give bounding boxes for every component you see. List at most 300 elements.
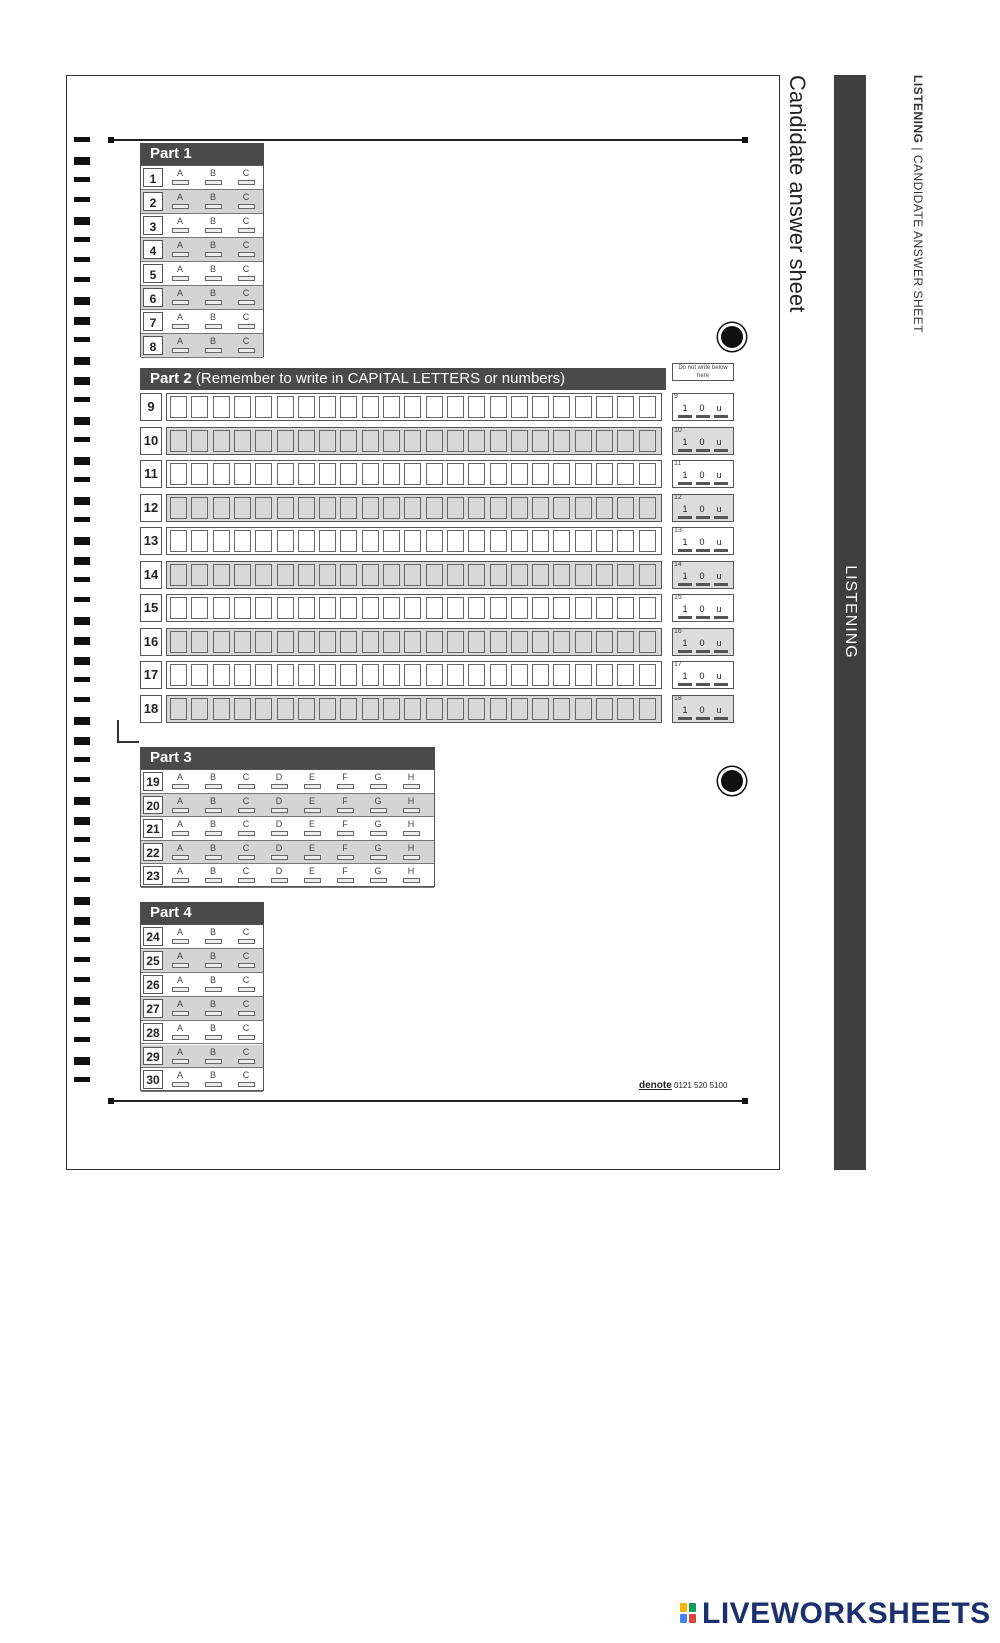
part1-option-bubble[interactable] xyxy=(172,300,189,305)
part3-option-d[interactable] xyxy=(268,819,290,836)
part2-letter-cell[interactable] xyxy=(490,631,507,653)
part2-letter-cell[interactable] xyxy=(532,597,549,619)
part2-letter-cell[interactable] xyxy=(340,698,357,720)
part2-letter-cell[interactable] xyxy=(575,631,592,653)
part2-letter-cell[interactable] xyxy=(447,698,464,720)
part1-option-bubble[interactable] xyxy=(238,180,255,185)
part1-option-b[interactable] xyxy=(202,168,224,185)
part2-letter-cell[interactable] xyxy=(447,631,464,653)
part2-letter-cell[interactable] xyxy=(617,698,634,720)
part2-letter-cell[interactable] xyxy=(255,430,272,452)
part2-letter-cell[interactable] xyxy=(553,664,570,686)
part2-letter-cell[interactable] xyxy=(383,396,400,418)
part2-letter-cell[interactable] xyxy=(170,631,187,653)
part4-option-c[interactable] xyxy=(235,1047,257,1064)
part2-letter-cell[interactable] xyxy=(468,430,485,452)
part2-letter-cell[interactable] xyxy=(234,497,251,519)
part2-letter-cell[interactable] xyxy=(639,497,656,519)
part2-letter-cell[interactable] xyxy=(426,463,443,485)
part3-option-bubble[interactable] xyxy=(271,808,288,813)
part3-option-h[interactable] xyxy=(400,866,422,883)
part2-letter-cell[interactable] xyxy=(340,497,357,519)
part2-letter-cell[interactable] xyxy=(362,497,379,519)
part2-letter-cell[interactable] xyxy=(170,698,187,720)
part3-option-bubble[interactable] xyxy=(370,831,387,836)
part2-letter-cell[interactable] xyxy=(617,530,634,552)
part4-option-a[interactable] xyxy=(169,1023,191,1040)
part2-letter-cell[interactable] xyxy=(170,497,187,519)
part2-letter-cell[interactable] xyxy=(298,597,315,619)
part2-letter-cell[interactable] xyxy=(553,463,570,485)
part2-letter-cell[interactable] xyxy=(575,698,592,720)
part2-letter-cell[interactable] xyxy=(468,631,485,653)
part2-letter-cell[interactable] xyxy=(362,430,379,452)
part4-option-bubble[interactable] xyxy=(205,1059,222,1064)
part1-option-c[interactable] xyxy=(235,336,257,353)
part3-option-bubble[interactable] xyxy=(304,784,321,789)
part2-letter-cell[interactable] xyxy=(170,597,187,619)
part2-letter-cell[interactable] xyxy=(277,698,294,720)
part2-letter-cell[interactable] xyxy=(213,698,230,720)
part3-option-h[interactable] xyxy=(400,819,422,836)
part1-option-bubble[interactable] xyxy=(238,228,255,233)
part2-letter-cell[interactable] xyxy=(234,530,251,552)
part2-letter-cell[interactable] xyxy=(511,664,528,686)
part3-option-e[interactable] xyxy=(301,796,323,813)
part2-letter-cell[interactable] xyxy=(511,430,528,452)
part2-letter-cell[interactable] xyxy=(468,698,485,720)
part2-letter-cell[interactable] xyxy=(532,664,549,686)
part2-letter-cell[interactable] xyxy=(490,530,507,552)
part2-letter-cell[interactable] xyxy=(468,463,485,485)
part2-letter-cell[interactable] xyxy=(298,497,315,519)
part1-option-bubble[interactable] xyxy=(172,204,189,209)
part3-option-g[interactable] xyxy=(367,819,389,836)
part1-option-c[interactable] xyxy=(235,240,257,257)
part3-option-bubble[interactable] xyxy=(403,878,420,883)
part2-letter-cell[interactable] xyxy=(490,698,507,720)
part2-letter-cell[interactable] xyxy=(639,564,656,586)
part2-letter-cell[interactable] xyxy=(553,698,570,720)
part1-option-b[interactable] xyxy=(202,288,224,305)
part2-letter-cell[interactable] xyxy=(490,497,507,519)
part3-option-bubble[interactable] xyxy=(337,878,354,883)
part2-letter-cell[interactable] xyxy=(170,530,187,552)
part2-letter-cell[interactable] xyxy=(532,631,549,653)
part4-option-bubble[interactable] xyxy=(205,987,222,992)
part2-letter-cell[interactable] xyxy=(404,430,421,452)
part4-option-b[interactable] xyxy=(202,1047,224,1064)
part4-option-bubble[interactable] xyxy=(238,963,255,968)
part2-letter-cell[interactable] xyxy=(532,430,549,452)
part2-letter-cell[interactable] xyxy=(234,396,251,418)
part2-letter-cell[interactable] xyxy=(319,463,336,485)
part2-letter-cell[interactable] xyxy=(447,396,464,418)
part2-letter-cell[interactable] xyxy=(277,430,294,452)
part4-option-bubble[interactable] xyxy=(238,1082,255,1087)
part2-letter-cell[interactable] xyxy=(468,530,485,552)
part2-letter-cell[interactable] xyxy=(362,597,379,619)
part2-letter-cell[interactable] xyxy=(319,430,336,452)
part3-option-a[interactable] xyxy=(169,866,191,883)
part3-option-c[interactable] xyxy=(235,866,257,883)
part2-letter-cell[interactable] xyxy=(383,597,400,619)
part2-letter-cell[interactable] xyxy=(234,564,251,586)
part2-letter-cell[interactable] xyxy=(191,631,208,653)
part2-letter-cell[interactable] xyxy=(404,664,421,686)
part2-letter-cell[interactable] xyxy=(319,698,336,720)
part2-letter-cell[interactable] xyxy=(319,497,336,519)
part1-option-bubble[interactable] xyxy=(238,348,255,353)
part2-letter-cell[interactable] xyxy=(255,497,272,519)
part2-letter-cell[interactable] xyxy=(255,698,272,720)
part2-letter-cell[interactable] xyxy=(298,430,315,452)
part2-letter-cell[interactable] xyxy=(298,664,315,686)
part4-option-c[interactable] xyxy=(235,999,257,1016)
part1-option-bubble[interactable] xyxy=(238,324,255,329)
part1-option-c[interactable] xyxy=(235,192,257,209)
part2-letter-cell[interactable] xyxy=(234,463,251,485)
part2-letter-cell[interactable] xyxy=(277,396,294,418)
part2-letter-cell[interactable] xyxy=(575,430,592,452)
part1-option-c[interactable] xyxy=(235,168,257,185)
part4-option-c[interactable] xyxy=(235,951,257,968)
part2-letter-cell[interactable] xyxy=(213,396,230,418)
part4-option-bubble[interactable] xyxy=(238,939,255,944)
part2-letter-cell[interactable] xyxy=(575,463,592,485)
part2-letter-cell[interactable] xyxy=(277,664,294,686)
part4-option-bubble[interactable] xyxy=(238,987,255,992)
part2-letter-cell[interactable] xyxy=(234,430,251,452)
part3-option-bubble[interactable] xyxy=(205,784,222,789)
part2-letter-cell[interactable] xyxy=(319,396,336,418)
part2-letter-cell[interactable] xyxy=(213,430,230,452)
part3-option-a[interactable] xyxy=(169,796,191,813)
part1-option-bubble[interactable] xyxy=(205,252,222,257)
part2-letter-cell[interactable] xyxy=(298,564,315,586)
part2-letter-cell[interactable] xyxy=(617,631,634,653)
part2-letter-cell[interactable] xyxy=(426,597,443,619)
part4-option-bubble[interactable] xyxy=(205,1082,222,1087)
part2-letter-cell[interactable] xyxy=(404,564,421,586)
part2-letter-cell[interactable] xyxy=(511,564,528,586)
part2-letter-cell[interactable] xyxy=(340,664,357,686)
part2-letter-cell[interactable] xyxy=(319,597,336,619)
part2-letter-cell[interactable] xyxy=(617,564,634,586)
part4-option-b[interactable] xyxy=(202,1070,224,1087)
part2-letter-cell[interactable] xyxy=(468,396,485,418)
part1-option-b[interactable] xyxy=(202,312,224,329)
part3-option-c[interactable] xyxy=(235,772,257,789)
part4-option-a[interactable] xyxy=(169,951,191,968)
part2-letter-cell[interactable] xyxy=(213,497,230,519)
part2-letter-cell[interactable] xyxy=(362,631,379,653)
part3-option-c[interactable] xyxy=(235,819,257,836)
part2-letter-cell[interactable] xyxy=(532,564,549,586)
part2-letter-cell[interactable] xyxy=(340,396,357,418)
part2-letter-cell[interactable] xyxy=(553,631,570,653)
part2-letter-cell[interactable] xyxy=(383,664,400,686)
part2-letter-cell[interactable] xyxy=(213,597,230,619)
part1-option-a[interactable] xyxy=(169,264,191,281)
part2-letter-cell[interactable] xyxy=(191,597,208,619)
part2-letter-cell[interactable] xyxy=(617,430,634,452)
part3-option-d[interactable] xyxy=(268,772,290,789)
part2-letter-cell[interactable] xyxy=(340,597,357,619)
part2-letter-cell[interactable] xyxy=(596,597,613,619)
part2-letter-cell[interactable] xyxy=(426,530,443,552)
part2-letter-cell[interactable] xyxy=(191,497,208,519)
part2-letter-cell[interactable] xyxy=(170,430,187,452)
part2-letter-cell[interactable] xyxy=(404,396,421,418)
part2-letter-cell[interactable] xyxy=(383,631,400,653)
part3-option-f[interactable] xyxy=(334,796,356,813)
part2-letter-cell[interactable] xyxy=(277,530,294,552)
part3-option-b[interactable] xyxy=(202,772,224,789)
part2-letter-cell[interactable] xyxy=(447,664,464,686)
part2-letter-cell[interactable] xyxy=(255,664,272,686)
part1-option-bubble[interactable] xyxy=(205,204,222,209)
part3-option-bubble[interactable] xyxy=(403,784,420,789)
part2-letter-cell[interactable] xyxy=(277,631,294,653)
part4-option-c[interactable] xyxy=(235,1023,257,1040)
part3-option-g[interactable] xyxy=(367,796,389,813)
part1-option-b[interactable] xyxy=(202,192,224,209)
part4-option-bubble[interactable] xyxy=(238,1011,255,1016)
part2-letter-cell[interactable] xyxy=(319,631,336,653)
part2-letter-cell[interactable] xyxy=(596,530,613,552)
part2-letter-cell[interactable] xyxy=(511,497,528,519)
part1-option-c[interactable] xyxy=(235,288,257,305)
part3-option-bubble[interactable] xyxy=(304,878,321,883)
part2-letter-cell[interactable] xyxy=(362,463,379,485)
part2-letter-cell[interactable] xyxy=(575,497,592,519)
part2-letter-cell[interactable] xyxy=(553,564,570,586)
part3-option-bubble[interactable] xyxy=(304,855,321,860)
part4-option-bubble[interactable] xyxy=(205,939,222,944)
part3-option-f[interactable] xyxy=(334,843,356,860)
part2-letter-cell[interactable] xyxy=(639,396,656,418)
part3-option-bubble[interactable] xyxy=(172,808,189,813)
part3-option-bubble[interactable] xyxy=(238,878,255,883)
part2-letter-cell[interactable] xyxy=(532,497,549,519)
part2-letter-cell[interactable] xyxy=(575,396,592,418)
part2-letter-cell[interactable] xyxy=(490,597,507,619)
part4-option-a[interactable] xyxy=(169,1047,191,1064)
part2-letter-cell[interactable] xyxy=(298,396,315,418)
part2-letter-cell[interactable] xyxy=(426,430,443,452)
part2-letter-cell[interactable] xyxy=(447,430,464,452)
part2-letter-cell[interactable] xyxy=(490,430,507,452)
part2-letter-cell[interactable] xyxy=(340,530,357,552)
part2-letter-cell[interactable] xyxy=(447,564,464,586)
part4-option-c[interactable] xyxy=(235,1070,257,1087)
part2-letter-cell[interactable] xyxy=(575,664,592,686)
part3-option-f[interactable] xyxy=(334,772,356,789)
part2-letter-cell[interactable] xyxy=(639,631,656,653)
part2-letter-cell[interactable] xyxy=(362,530,379,552)
part2-letter-cell[interactable] xyxy=(191,564,208,586)
part2-letter-cell[interactable] xyxy=(362,564,379,586)
part1-option-b[interactable] xyxy=(202,216,224,233)
part2-letter-cell[interactable] xyxy=(575,530,592,552)
part1-option-a[interactable] xyxy=(169,192,191,209)
part1-option-c[interactable] xyxy=(235,312,257,329)
part1-option-bubble[interactable] xyxy=(172,228,189,233)
part4-option-bubble[interactable] xyxy=(172,1011,189,1016)
part2-letter-cell[interactable] xyxy=(319,530,336,552)
part1-option-a[interactable] xyxy=(169,312,191,329)
part1-option-bubble[interactable] xyxy=(205,300,222,305)
part3-option-h[interactable] xyxy=(400,772,422,789)
part2-letter-cell[interactable] xyxy=(511,396,528,418)
part2-letter-cell[interactable] xyxy=(277,564,294,586)
part2-letter-cell[interactable] xyxy=(213,664,230,686)
part3-option-bubble[interactable] xyxy=(403,855,420,860)
part2-letter-cell[interactable] xyxy=(404,597,421,619)
part2-letter-cell[interactable] xyxy=(277,463,294,485)
part4-option-bubble[interactable] xyxy=(238,1059,255,1064)
part2-letter-cell[interactable] xyxy=(617,497,634,519)
part4-option-a[interactable] xyxy=(169,999,191,1016)
part2-letter-cell[interactable] xyxy=(468,664,485,686)
part3-option-f[interactable] xyxy=(334,866,356,883)
part2-letter-cell[interactable] xyxy=(426,631,443,653)
part2-letter-cell[interactable] xyxy=(617,664,634,686)
part2-letter-cell[interactable] xyxy=(298,631,315,653)
part4-option-bubble[interactable] xyxy=(205,1011,222,1016)
part2-letter-cell[interactable] xyxy=(447,497,464,519)
part1-option-a[interactable] xyxy=(169,240,191,257)
part2-letter-cell[interactable] xyxy=(404,530,421,552)
part2-letter-cell[interactable] xyxy=(319,664,336,686)
part2-letter-cell[interactable] xyxy=(362,664,379,686)
part4-option-bubble[interactable] xyxy=(172,1082,189,1087)
part2-letter-cell[interactable] xyxy=(596,396,613,418)
part3-option-a[interactable] xyxy=(169,772,191,789)
part2-letter-cell[interactable] xyxy=(383,698,400,720)
part2-letter-cell[interactable] xyxy=(639,430,656,452)
part2-letter-cell[interactable] xyxy=(277,497,294,519)
part2-letter-cell[interactable] xyxy=(383,497,400,519)
part1-option-bubble[interactable] xyxy=(205,348,222,353)
part3-option-c[interactable] xyxy=(235,843,257,860)
part2-letter-cell[interactable] xyxy=(553,396,570,418)
part2-letter-cell[interactable] xyxy=(404,698,421,720)
part3-option-d[interactable] xyxy=(268,843,290,860)
part2-letter-cell[interactable] xyxy=(447,530,464,552)
part2-letter-cell[interactable] xyxy=(575,597,592,619)
part3-option-bubble[interactable] xyxy=(238,855,255,860)
part3-option-bubble[interactable] xyxy=(238,808,255,813)
part3-option-bubble[interactable] xyxy=(205,878,222,883)
part1-option-bubble[interactable] xyxy=(172,180,189,185)
part3-option-bubble[interactable] xyxy=(238,831,255,836)
part4-option-b[interactable] xyxy=(202,1023,224,1040)
part3-option-bubble[interactable] xyxy=(370,808,387,813)
part2-letter-cell[interactable] xyxy=(191,430,208,452)
part2-letter-cell[interactable] xyxy=(234,631,251,653)
part1-option-bubble[interactable] xyxy=(205,180,222,185)
part1-option-b[interactable] xyxy=(202,240,224,257)
part2-letter-cell[interactable] xyxy=(404,463,421,485)
part2-letter-cell[interactable] xyxy=(255,564,272,586)
part3-option-bubble[interactable] xyxy=(304,831,321,836)
part2-letter-cell[interactable] xyxy=(383,530,400,552)
part3-option-bubble[interactable] xyxy=(205,855,222,860)
part1-option-bubble[interactable] xyxy=(238,300,255,305)
part2-letter-cell[interactable] xyxy=(170,564,187,586)
part1-option-bubble[interactable] xyxy=(238,252,255,257)
part4-option-a[interactable] xyxy=(169,927,191,944)
part4-option-bubble[interactable] xyxy=(205,1035,222,1040)
part2-letter-cell[interactable] xyxy=(213,631,230,653)
part2-letter-cell[interactable] xyxy=(447,463,464,485)
part2-letter-cell[interactable] xyxy=(596,430,613,452)
part4-option-b[interactable] xyxy=(202,999,224,1016)
part2-letter-cell[interactable] xyxy=(234,597,251,619)
part4-option-b[interactable] xyxy=(202,951,224,968)
part3-option-e[interactable] xyxy=(301,772,323,789)
part1-option-c[interactable] xyxy=(235,216,257,233)
part3-option-f[interactable] xyxy=(334,819,356,836)
part3-option-b[interactable] xyxy=(202,796,224,813)
part2-letter-cell[interactable] xyxy=(596,564,613,586)
part3-option-bubble[interactable] xyxy=(403,831,420,836)
part3-option-bubble[interactable] xyxy=(271,855,288,860)
part2-letter-cell[interactable] xyxy=(490,664,507,686)
part2-letter-cell[interactable] xyxy=(490,396,507,418)
part4-option-b[interactable] xyxy=(202,927,224,944)
part3-option-bubble[interactable] xyxy=(337,784,354,789)
part2-letter-cell[interactable] xyxy=(639,664,656,686)
part3-option-a[interactable] xyxy=(169,819,191,836)
part2-letter-cell[interactable] xyxy=(234,664,251,686)
part3-option-e[interactable] xyxy=(301,843,323,860)
part2-letter-cell[interactable] xyxy=(362,396,379,418)
part3-option-g[interactable] xyxy=(367,772,389,789)
part2-letter-cell[interactable] xyxy=(170,396,187,418)
part2-letter-cell[interactable] xyxy=(639,698,656,720)
part2-letter-cell[interactable] xyxy=(596,698,613,720)
part2-letter-cell[interactable] xyxy=(340,463,357,485)
part2-letter-cell[interactable] xyxy=(234,698,251,720)
part2-letter-cell[interactable] xyxy=(511,463,528,485)
part2-letter-cell[interactable] xyxy=(553,430,570,452)
part3-option-b[interactable] xyxy=(202,866,224,883)
part2-letter-cell[interactable] xyxy=(362,698,379,720)
part2-letter-cell[interactable] xyxy=(490,564,507,586)
part1-option-bubble[interactable] xyxy=(238,204,255,209)
part3-option-bubble[interactable] xyxy=(271,878,288,883)
part2-letter-cell[interactable] xyxy=(255,463,272,485)
part1-option-bubble[interactable] xyxy=(205,228,222,233)
part2-letter-cell[interactable] xyxy=(447,597,464,619)
part4-option-bubble[interactable] xyxy=(172,963,189,968)
part2-letter-cell[interactable] xyxy=(170,463,187,485)
part3-option-g[interactable] xyxy=(367,866,389,883)
part3-option-a[interactable] xyxy=(169,843,191,860)
part2-letter-cell[interactable] xyxy=(383,564,400,586)
part3-option-h[interactable] xyxy=(400,796,422,813)
part4-option-c[interactable] xyxy=(235,927,257,944)
part2-letter-cell[interactable] xyxy=(553,497,570,519)
part2-letter-cell[interactable] xyxy=(596,497,613,519)
part4-option-bubble[interactable] xyxy=(172,939,189,944)
part2-letter-cell[interactable] xyxy=(511,631,528,653)
part3-option-g[interactable] xyxy=(367,843,389,860)
part3-option-d[interactable] xyxy=(268,866,290,883)
